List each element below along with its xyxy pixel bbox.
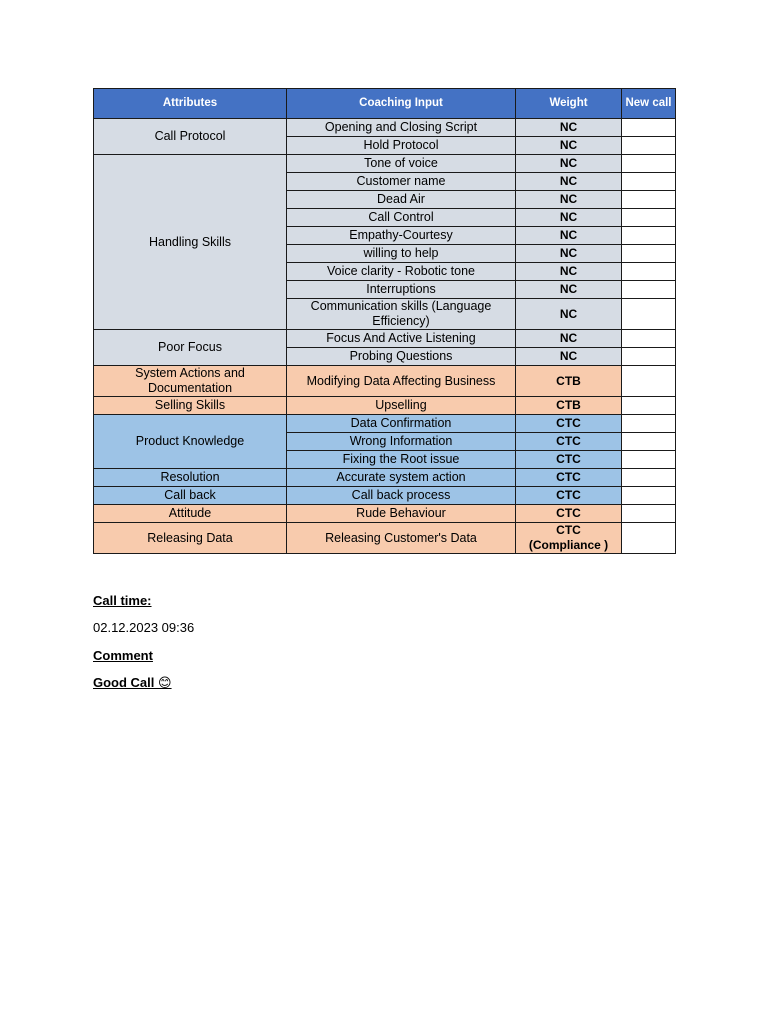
coaching-input-cell: Focus And Active Listening	[287, 330, 516, 348]
coaching-input-cell: Hold Protocol	[287, 137, 516, 155]
header-weight: Weight	[516, 89, 622, 119]
weight-cell: CTC	[516, 505, 622, 523]
table-row	[94, 155, 676, 173]
weight-cell: CTC	[516, 487, 622, 505]
attribute-cell: Attitude	[94, 505, 287, 523]
weight-cell: NC	[516, 155, 622, 173]
weight-cell: NC	[516, 137, 622, 155]
weight-cell: CTC	[516, 433, 622, 451]
weight-cell: NC	[516, 173, 622, 191]
new-call-cell[interactable]	[622, 348, 676, 366]
weight-cell: NC	[516, 263, 622, 281]
table-row	[94, 487, 676, 505]
weight-cell: CTC	[516, 469, 622, 487]
new-call-cell[interactable]	[622, 505, 676, 523]
coaching-input-cell: Empathy-Courtesy	[287, 227, 516, 245]
header-new-call: New call	[622, 89, 676, 119]
weight-cell: CTC (Compliance )	[516, 523, 622, 554]
attribute-cell: Resolution	[94, 469, 287, 487]
new-call-cell[interactable]	[622, 155, 676, 173]
new-call-cell[interactable]	[622, 415, 676, 433]
weight-cell: NC	[516, 330, 622, 348]
table-row	[94, 330, 676, 348]
weight-cell: NC	[516, 245, 622, 263]
coaching-input-cell: Rude Behaviour	[287, 505, 516, 523]
coaching-input-cell: Modifying Data Affecting Business	[287, 366, 516, 397]
coaching-input-cell: Call Control	[287, 209, 516, 227]
table-row	[94, 119, 676, 137]
coaching-input-cell: Call back process	[287, 487, 516, 505]
coaching-input-cell: Communication skills (Language Efficiency)	[287, 299, 516, 330]
new-call-cell[interactable]	[622, 209, 676, 227]
weight-cell: NC	[516, 119, 622, 137]
attribute-cell: Poor Focus	[94, 330, 287, 366]
call-time-value: 02.12.2023 09:36	[93, 620, 195, 635]
new-call-cell[interactable]	[622, 281, 676, 299]
new-call-cell[interactable]	[622, 469, 676, 487]
table-row	[94, 415, 676, 433]
weight-cell: CTC	[516, 415, 622, 433]
table-body	[94, 119, 676, 554]
coaching-input-cell: Voice clarity - Robotic tone	[287, 263, 516, 281]
attribute-cell: Product Knowledge	[94, 415, 287, 469]
coaching-input-cell: Upselling	[287, 397, 516, 415]
weight-cell: NC	[516, 348, 622, 366]
table-row	[94, 469, 676, 487]
table-header-row	[94, 89, 676, 119]
coaching-input-cell: Accurate system action	[287, 469, 516, 487]
coaching-input-cell: Fixing the Root issue	[287, 451, 516, 469]
new-call-cell[interactable]	[622, 330, 676, 348]
attribute-cell: Selling Skills	[94, 397, 287, 415]
coaching-input-cell: Opening and Closing Script	[287, 119, 516, 137]
table-row	[94, 397, 676, 415]
new-call-cell[interactable]	[622, 433, 676, 451]
coaching-input-cell: Releasing Customer's Data	[287, 523, 516, 554]
weight-cell: CTB	[516, 397, 622, 415]
header-attributes: Attributes	[94, 89, 287, 119]
new-call-cell[interactable]	[622, 137, 676, 155]
new-call-cell[interactable]	[622, 451, 676, 469]
attribute-cell: Call back	[94, 487, 287, 505]
attribute-cell: Call Protocol	[94, 119, 287, 155]
new-call-cell[interactable]	[622, 245, 676, 263]
new-call-cell[interactable]	[622, 227, 676, 245]
coaching-input-cell: Tone of voice	[287, 155, 516, 173]
comment-value: Good Call 😊	[93, 675, 172, 690]
table-row	[94, 505, 676, 523]
new-call-cell[interactable]	[622, 263, 676, 281]
attribute-cell: Releasing Data	[94, 523, 287, 554]
weight-cell: NC	[516, 227, 622, 245]
new-call-cell[interactable]	[622, 523, 676, 554]
coaching-input-cell: Dead Air	[287, 191, 516, 209]
coaching-input-cell: Data Confirmation	[287, 415, 516, 433]
header-coaching-input: Coaching Input	[287, 89, 516, 119]
attribute-cell: System Actions and Documentation	[94, 366, 287, 397]
weight-cell: NC	[516, 299, 622, 330]
new-call-cell[interactable]	[622, 366, 676, 397]
new-call-cell[interactable]	[622, 299, 676, 330]
coaching-input-cell: Probing Questions	[287, 348, 516, 366]
new-call-cell[interactable]	[622, 173, 676, 191]
weight-cell: NC	[516, 281, 622, 299]
new-call-cell[interactable]	[622, 191, 676, 209]
coaching-input-cell: Customer name	[287, 173, 516, 191]
attribute-cell: Handling Skills	[94, 155, 287, 330]
weight-cell: NC	[516, 191, 622, 209]
table-row	[94, 366, 676, 397]
coaching-input-cell: willing to help	[287, 245, 516, 263]
coaching-input-cell: Wrong Information	[287, 433, 516, 451]
weight-cell: CTB	[516, 366, 622, 397]
weight-cell: CTC	[516, 451, 622, 469]
table-row	[94, 523, 676, 554]
new-call-cell[interactable]	[622, 487, 676, 505]
comment-label: Comment	[93, 648, 153, 663]
call-time-label: Call time:	[93, 593, 152, 608]
coaching-input-cell: Interruptions	[287, 281, 516, 299]
coaching-table	[93, 88, 676, 554]
weight-cell: NC	[516, 209, 622, 227]
new-call-cell[interactable]	[622, 397, 676, 415]
new-call-cell[interactable]	[622, 119, 676, 137]
